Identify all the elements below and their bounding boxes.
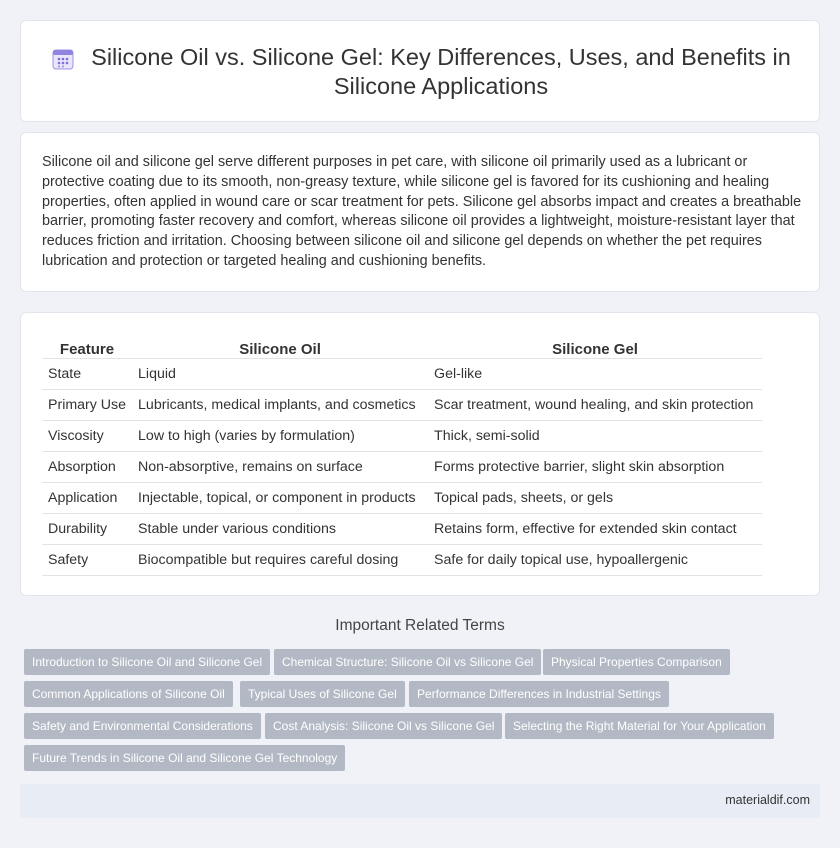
comparison-card: [20, 312, 820, 596]
comparison-table: [42, 332, 762, 576]
table-row: [42, 482, 762, 513]
cell-oil: Low to high (varies by formulation): [132, 420, 428, 451]
page-title: Silicone Oil vs. Silicone Gel: Key Differences, Uses, and Benefits in Silicone Applications: [91, 44, 791, 99]
cell-gel: Thick, semi-solid: [428, 420, 762, 451]
related-tag-selecting-material[interactable]: Selecting the Right Material for Your Application: [505, 713, 774, 739]
cell-feature: Durability: [42, 513, 132, 544]
related-tag-performance-differences[interactable]: Performance Differences in Industrial Settings: [409, 681, 669, 707]
table-row: [42, 358, 762, 389]
cell-feature: State: [42, 358, 132, 389]
cell-oil: Biocompatible but requires careful dosing: [132, 544, 428, 575]
cell-gel: Forms protective barrier, slight skin absorption: [428, 451, 762, 482]
cell-feature: Viscosity: [42, 420, 132, 451]
cell-gel: Topical pads, sheets, or gels: [428, 482, 762, 513]
cell-oil: Lubricants, medical implants, and cosmetics: [132, 389, 428, 420]
cell-gel: Retains form, effective for extended skin contact: [428, 513, 762, 544]
cell-oil: Liquid: [132, 358, 428, 389]
related-tag-cost-analysis[interactable]: Cost Analysis: Silicone Oil vs Silicone Gel: [265, 713, 502, 739]
cell-feature: Primary Use: [42, 389, 132, 420]
cell-oil: Injectable, topical, or component in products: [132, 482, 428, 513]
cell-gel: Scar treatment, wound healing, and skin protection: [428, 389, 762, 420]
related-tag-chemical-structure[interactable]: Chemical Structure: Silicone Oil vs Silicone Gel: [274, 649, 541, 675]
related-tag-typical-uses[interactable]: Typical Uses of Silicone Gel: [240, 681, 405, 707]
table-row: [42, 420, 762, 451]
related-tag-physical-properties[interactable]: Physical Properties Comparison: [543, 649, 730, 675]
table-row: [42, 513, 762, 544]
related-tag-introduction[interactable]: Introduction to Silicone Oil and Silicone Gel: [24, 649, 270, 675]
cell-gel: Safe for daily topical use, hypoallergenic: [428, 544, 762, 575]
table-header-row: [42, 332, 762, 358]
cell-oil: Non-absorptive, remains on surface: [132, 451, 428, 482]
related-terms-title: Important Related Terms: [335, 617, 505, 634]
header-feature: Feature: [42, 332, 132, 358]
header-silicone-gel: Silicone Gel: [428, 332, 762, 358]
related-tag-future-trends[interactable]: Future Trends in Silicone Oil and Silicone Gel Technology: [24, 745, 345, 771]
title-card: [20, 20, 820, 122]
header-silicone-oil: Silicone Oil: [132, 332, 428, 358]
cell-feature: Safety: [42, 544, 132, 575]
summary-card: [20, 132, 820, 292]
cell-feature: Absorption: [42, 451, 132, 482]
related-tag-safety[interactable]: Safety and Environmental Considerations: [24, 713, 261, 739]
table-row: [42, 451, 762, 482]
footer: [20, 784, 820, 818]
summary-text: Silicone oil and silicone gel serve different purposes in pet care, with silicone oil primarily used as a lubricant or protective coating due to its smooth, non-greasy texture, while silicone gel is favored for its cushioning and healing properties, often applied in wound care or scar treatment for pets. Silicone gel absorbs impact and creates a breathable barrier, promoting faster recovery and comfort, whereas silicone oil provides a lightweight, moisture-resistant layer that reduces friction and irritation. Choosing between silicone oil and silicone gel depends on whether the pet requires lubrication and protection or targeted healing and cushioning benefits.: [42, 154, 802, 269]
related-tag-common-applications[interactable]: Common Applications of Silicone Oil: [24, 681, 233, 707]
cell-gel: Gel-like: [428, 358, 762, 389]
cell-feature: Application: [42, 482, 132, 513]
table-row: [42, 389, 762, 420]
table-row: [42, 544, 762, 575]
cell-oil: Stable under various conditions: [132, 513, 428, 544]
footer-site-link[interactable]: materialdif.com: [725, 793, 810, 807]
title-wrap: [21, 21, 821, 123]
